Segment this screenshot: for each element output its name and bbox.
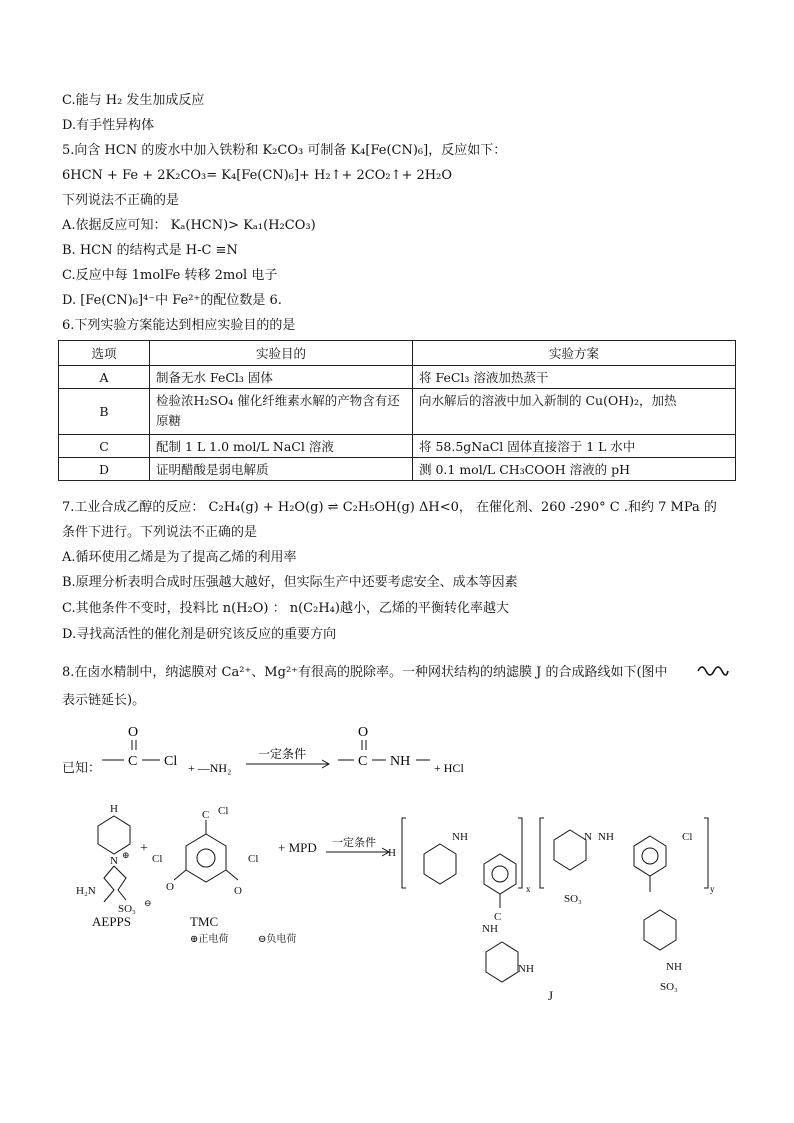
svg-text:H: H (388, 847, 396, 859)
hcl-byproduct: + HCl (434, 761, 464, 775)
q6-stem: 6.下列实验方案能达到相应实验目的的是 (62, 318, 296, 333)
svg-text:⊕: ⊕ (122, 850, 130, 860)
svg-text:SO₃: SO₃ (118, 903, 136, 915)
mpd-reagent: + MPD (278, 840, 317, 855)
table-cell: B (59, 389, 150, 435)
table-row (59, 458, 736, 481)
experiment-table (58, 340, 736, 481)
chlorine-label: Cl (164, 754, 178, 769)
q5-stem: 5.向含 HCN 的废水中加入铁粉和 K₂CO₃ 可制备 K₄[Fe(CN)₆]，反应如下： (62, 143, 507, 158)
svg-text:NH: NH (598, 831, 614, 843)
table-row (59, 366, 736, 389)
q5-option-c: C.反应中每 1molFe 转移 2mol 电子 (62, 268, 278, 283)
table-cell: 制备无水 FeCl₃ 固体 (150, 366, 413, 389)
table-cell: C (59, 435, 150, 458)
svg-text:O: O (166, 881, 174, 893)
positive-charge-note: ⊕正电荷 (190, 934, 229, 945)
svg-text:C: C (494, 911, 502, 923)
svg-text:SO₃: SO₃ (564, 893, 582, 905)
svg-text:Cl: Cl (218, 805, 229, 817)
synthesis-scheme-diagram (70, 800, 740, 1005)
polymer-j-structure (388, 818, 715, 993)
svg-text:Cl: Cl (248, 853, 259, 865)
table-cell: D (59, 458, 150, 481)
scheme-condition: 一定条件 (332, 837, 376, 849)
wavy-bond-icon (696, 662, 730, 676)
q8-stem-line1: 8.在卤水精制中，纳滤膜对 Ca²⁺、Mg²⁺有很高的脱除率。一种网状结构的纳滤膜 J 的合成路线如下(图中 (62, 665, 668, 680)
reaction-condition: 一定条件 (258, 747, 307, 761)
q5-equation: 6HCN + Fe + 2K₂CO₃= K₄[Fe(CN)₆]+ H₂↑+ 2CO₂↑+ 2H₂O (62, 168, 452, 183)
known-label: 已知： (62, 761, 102, 776)
q7-option-b: B.原理分析表明合成时压强越大越好，但实际生产中还要考虑安全、成本等因素 (62, 575, 518, 590)
product-j-label: J (548, 988, 554, 1003)
svg-text:H: H (110, 803, 118, 815)
svg-text:C: C (202, 809, 210, 821)
q7-option-d: D.寻找高活性的催化剂是研究该反应的重要方向 (62, 627, 337, 642)
tmc-label: TMC (190, 914, 219, 929)
table-cell: 将 FeCl₃ 溶液加热蒸干 (413, 366, 736, 389)
table-header: 实验方案 (413, 341, 736, 366)
table-row (59, 435, 736, 458)
carbon-label: C (128, 754, 138, 769)
q5-option-b: B. HCN 的结构式是 H-C ≡N (62, 243, 238, 258)
svg-text:⊖: ⊖ (144, 898, 152, 908)
q5-option-d: D. [Fe(CN)₆]⁴⁻中 Fe²⁺的配位数是 6. (62, 293, 282, 308)
table-cell: 检验浓H₂SO₄ 催化纤维素水解的产物含有还原糖 (150, 389, 413, 435)
svg-text:N: N (584, 831, 592, 843)
table-cell: 配制 1 L 1.0 mol/L NaCl 溶液 (150, 435, 413, 458)
svg-text:Cl: Cl (152, 853, 163, 865)
svg-text:O: O (234, 885, 242, 897)
table-cell: 测 0.1 mol/L CH₃COOH 溶液的 pH (413, 458, 736, 481)
table-header-row (59, 341, 736, 366)
aepps-label: AEPPS (92, 914, 132, 929)
table-cell: A (59, 366, 150, 389)
amine-reagent: + —NH₂ (188, 761, 232, 775)
q7-stem-line2: 条件下进行。下列说法不正确的是 (62, 525, 258, 540)
svg-text:Cl: Cl (682, 831, 693, 843)
q7-option-c: C.其他条件不变时，投料比 n(H₂O) ： n(C₂H₄)越小，乙烯的平衡转化率越大 (62, 601, 509, 616)
known-reaction-diagram (96, 722, 486, 782)
carbon-label: C (358, 754, 368, 769)
q7-option-a: A.循环使用乙烯是为了提高乙烯的利用率 (62, 550, 297, 565)
svg-text:NH: NH (452, 831, 468, 843)
carbonyl-o-label: O (358, 725, 369, 740)
svg-text:H₂N: H₂N (76, 885, 96, 897)
q5-option-a: A.依据反应可知： Kₐ(HCN)> Kₐ₁(H₂CO₃) (62, 218, 316, 233)
q7-stem-line1: 7.工业合成乙醇的反应： C₂H₄(g) + H₂O(g) ⇌ C₂H₅OH(g) ΔH<0， 在催化剂、260 -290° C .和约 7 MPa 的 (62, 500, 717, 515)
table-row (59, 389, 736, 435)
svg-text:SO₃: SO₃ (660, 981, 678, 993)
table-cell: 证明醋酸是弱电解质 (150, 458, 413, 481)
table-cell: 向水解后的溶液中加入新制的 Cu(OH)₂，加热 (413, 389, 736, 435)
svg-text:+: + (140, 841, 148, 856)
svg-text:NH: NH (518, 963, 534, 975)
svg-text:x: x (526, 884, 531, 894)
tmc-structure (152, 805, 258, 897)
q4-option-c: C.能与 H₂ 发生加成反应 (62, 93, 205, 108)
svg-text:y: y (710, 884, 715, 894)
table-cell: 将 58.5gNaCl 固体直接溶于 1 L 水中 (413, 435, 736, 458)
amide-nh-label: NH (390, 754, 411, 769)
q4-option-d: D.有手性异构体 (62, 118, 155, 133)
q5-question: 下列说法不正确的是 (62, 193, 180, 208)
aepps-structure (76, 803, 152, 915)
table-header: 实验目的 (150, 341, 413, 366)
carbonyl-o-label: O (128, 725, 139, 740)
svg-text:NH: NH (666, 961, 682, 973)
table-header: 选项 (59, 341, 150, 366)
svg-text:N: N (110, 855, 118, 867)
svg-text:NH: NH (482, 923, 498, 935)
negative-charge-note: ⊖负电荷 (258, 934, 297, 945)
q8-stem-line2: 表示链延长)。 (62, 693, 146, 708)
